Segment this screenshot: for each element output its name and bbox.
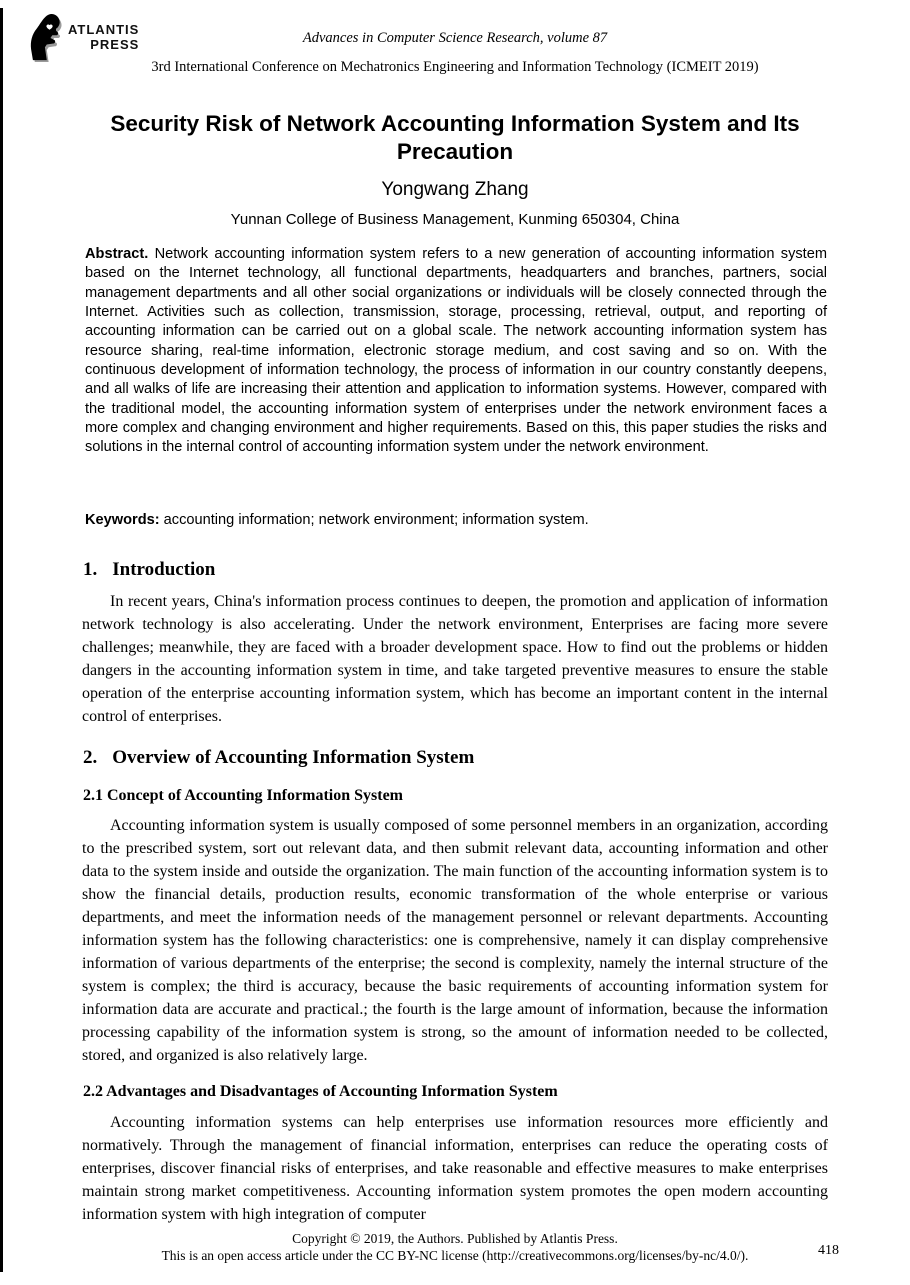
abstract-label: Abstract. — [85, 246, 149, 262]
section-2-1-heading: 2.1 Concept of Accounting Information System — [83, 787, 403, 804]
copyright-line: Copyright © 2019, the Authors. Published by Atlantis Press. — [292, 1231, 618, 1246]
paper-title: Security Risk of Network Accounting Information System and Its Precaution — [110, 111, 800, 164]
section-2-2-heading: 2.2 Advantages and Disadvantages of Accounting Information System — [83, 1083, 558, 1100]
section-1-paragraph: In recent years, China's information process continues to deepen, the promotion and application of information network technology is also accelerating. Under the network environment, Enterprises are facing more severe challenges; meanwhile, they are faced with a broader development space. How to find out the problems or hidden dangers in the accounting information system in time, and take targeted preventive measures to ensure the stable operation of the enterprise accounting information system, which has become an important content in the internal control of enterprises. — [82, 593, 828, 725]
section-2-title: Overview of Accounting Information System — [112, 747, 475, 768]
keywords-text: accounting information; network environment; information system. — [163, 512, 589, 528]
section-2-1-paragraph: Accounting information system is usually composed of some personnel members in an organization, according to the prescribed system, sort out relevant data, and then submit relevant data, accounting information and other data to the system inside and outside the organization. The main function of the accounting information system is to show the financial details, production results, economic transformation of the whole enterprise or various departments, and meet the information needs of the management personnel or relevant departments. Accounting information system has the following characteristics: one is comprehensive, namely it can display comprehensive information of various departments of the enterprise; the second is complexity, namely the internal structure of the system is complex; the third is accuracy, because the basic requirements of accounting information system for information data are accurate and practical.; the fourth is the large amount of information, because the information processing capability of the information system is strong, so the amount of information needed to be collected, stored, and organized is also relatively large. — [82, 817, 828, 1064]
abstract-text: Network accounting information system refers to a new generation of accounting information system based on the Internet technology, all functional departments, headquarters and branches, partners, social management departments and all other social organizations or individuals will be closely connected through the Internet. Activities such as collection, transmission, storage, processing, retrieval, output, and reporting of accounting information can be carried out on a global scale. The network accounting information system has resource sharing, real-time information, electronic storage medium, and cost saving and so on. With the continuous development of information technology, the process of information in our country constantly deepens, and all walks of life are increasing their attention and application to information systems. However, compared with the traditional model, the accounting information system of enterprises under the network environment faces a more complex and changing environment and higher requirements. Based on this, this paper studies the risks and solutions in the internal control of accounting information system under the network environment. — [85, 246, 827, 456]
license-line: This is an open access article under the CC BY-NC license (http://creativecommons.org/licenses/by-nc/4.0/). — [161, 1248, 749, 1263]
abstract-paragraph — [85, 245, 827, 458]
section-2-number: 2. — [83, 747, 98, 768]
section-2-2-paragraph: Accounting information systems can help enterprises use information resources more efficiently and normatively. Through the management of financial information, enterprises can reduce the operating costs of enterprises, discover financial risks of enterprises, and take reasonable and effective measures to make enterprises maintain strong market competitiveness. Accounting information system promotes the open modern accounting information system with high integration of computer — [82, 1114, 828, 1223]
page-number: 418 — [818, 1243, 839, 1258]
journal-series-line: Advances in Computer Science Research, volume 87 — [302, 30, 608, 46]
conference-name-line: 3rd International Conference on Mechatronics Engineering and Information Technology (ICMEIT 2019) — [151, 59, 759, 75]
author-name: Yongwang Zhang — [381, 179, 529, 200]
keywords-line — [85, 512, 827, 528]
logo-line-atlantis: ATLANTIS — [68, 22, 140, 37]
keywords-label: Keywords: — [85, 512, 160, 528]
author-affiliation: Yunnan College of Business Management, Kunming 650304, China — [230, 211, 680, 228]
logo-line-press: PRESS — [90, 37, 140, 52]
section-2-heading — [83, 747, 474, 769]
section-1-number: 1. — [83, 559, 98, 580]
section-1-title: Introduction — [112, 559, 216, 580]
section-1-heading — [83, 559, 215, 581]
